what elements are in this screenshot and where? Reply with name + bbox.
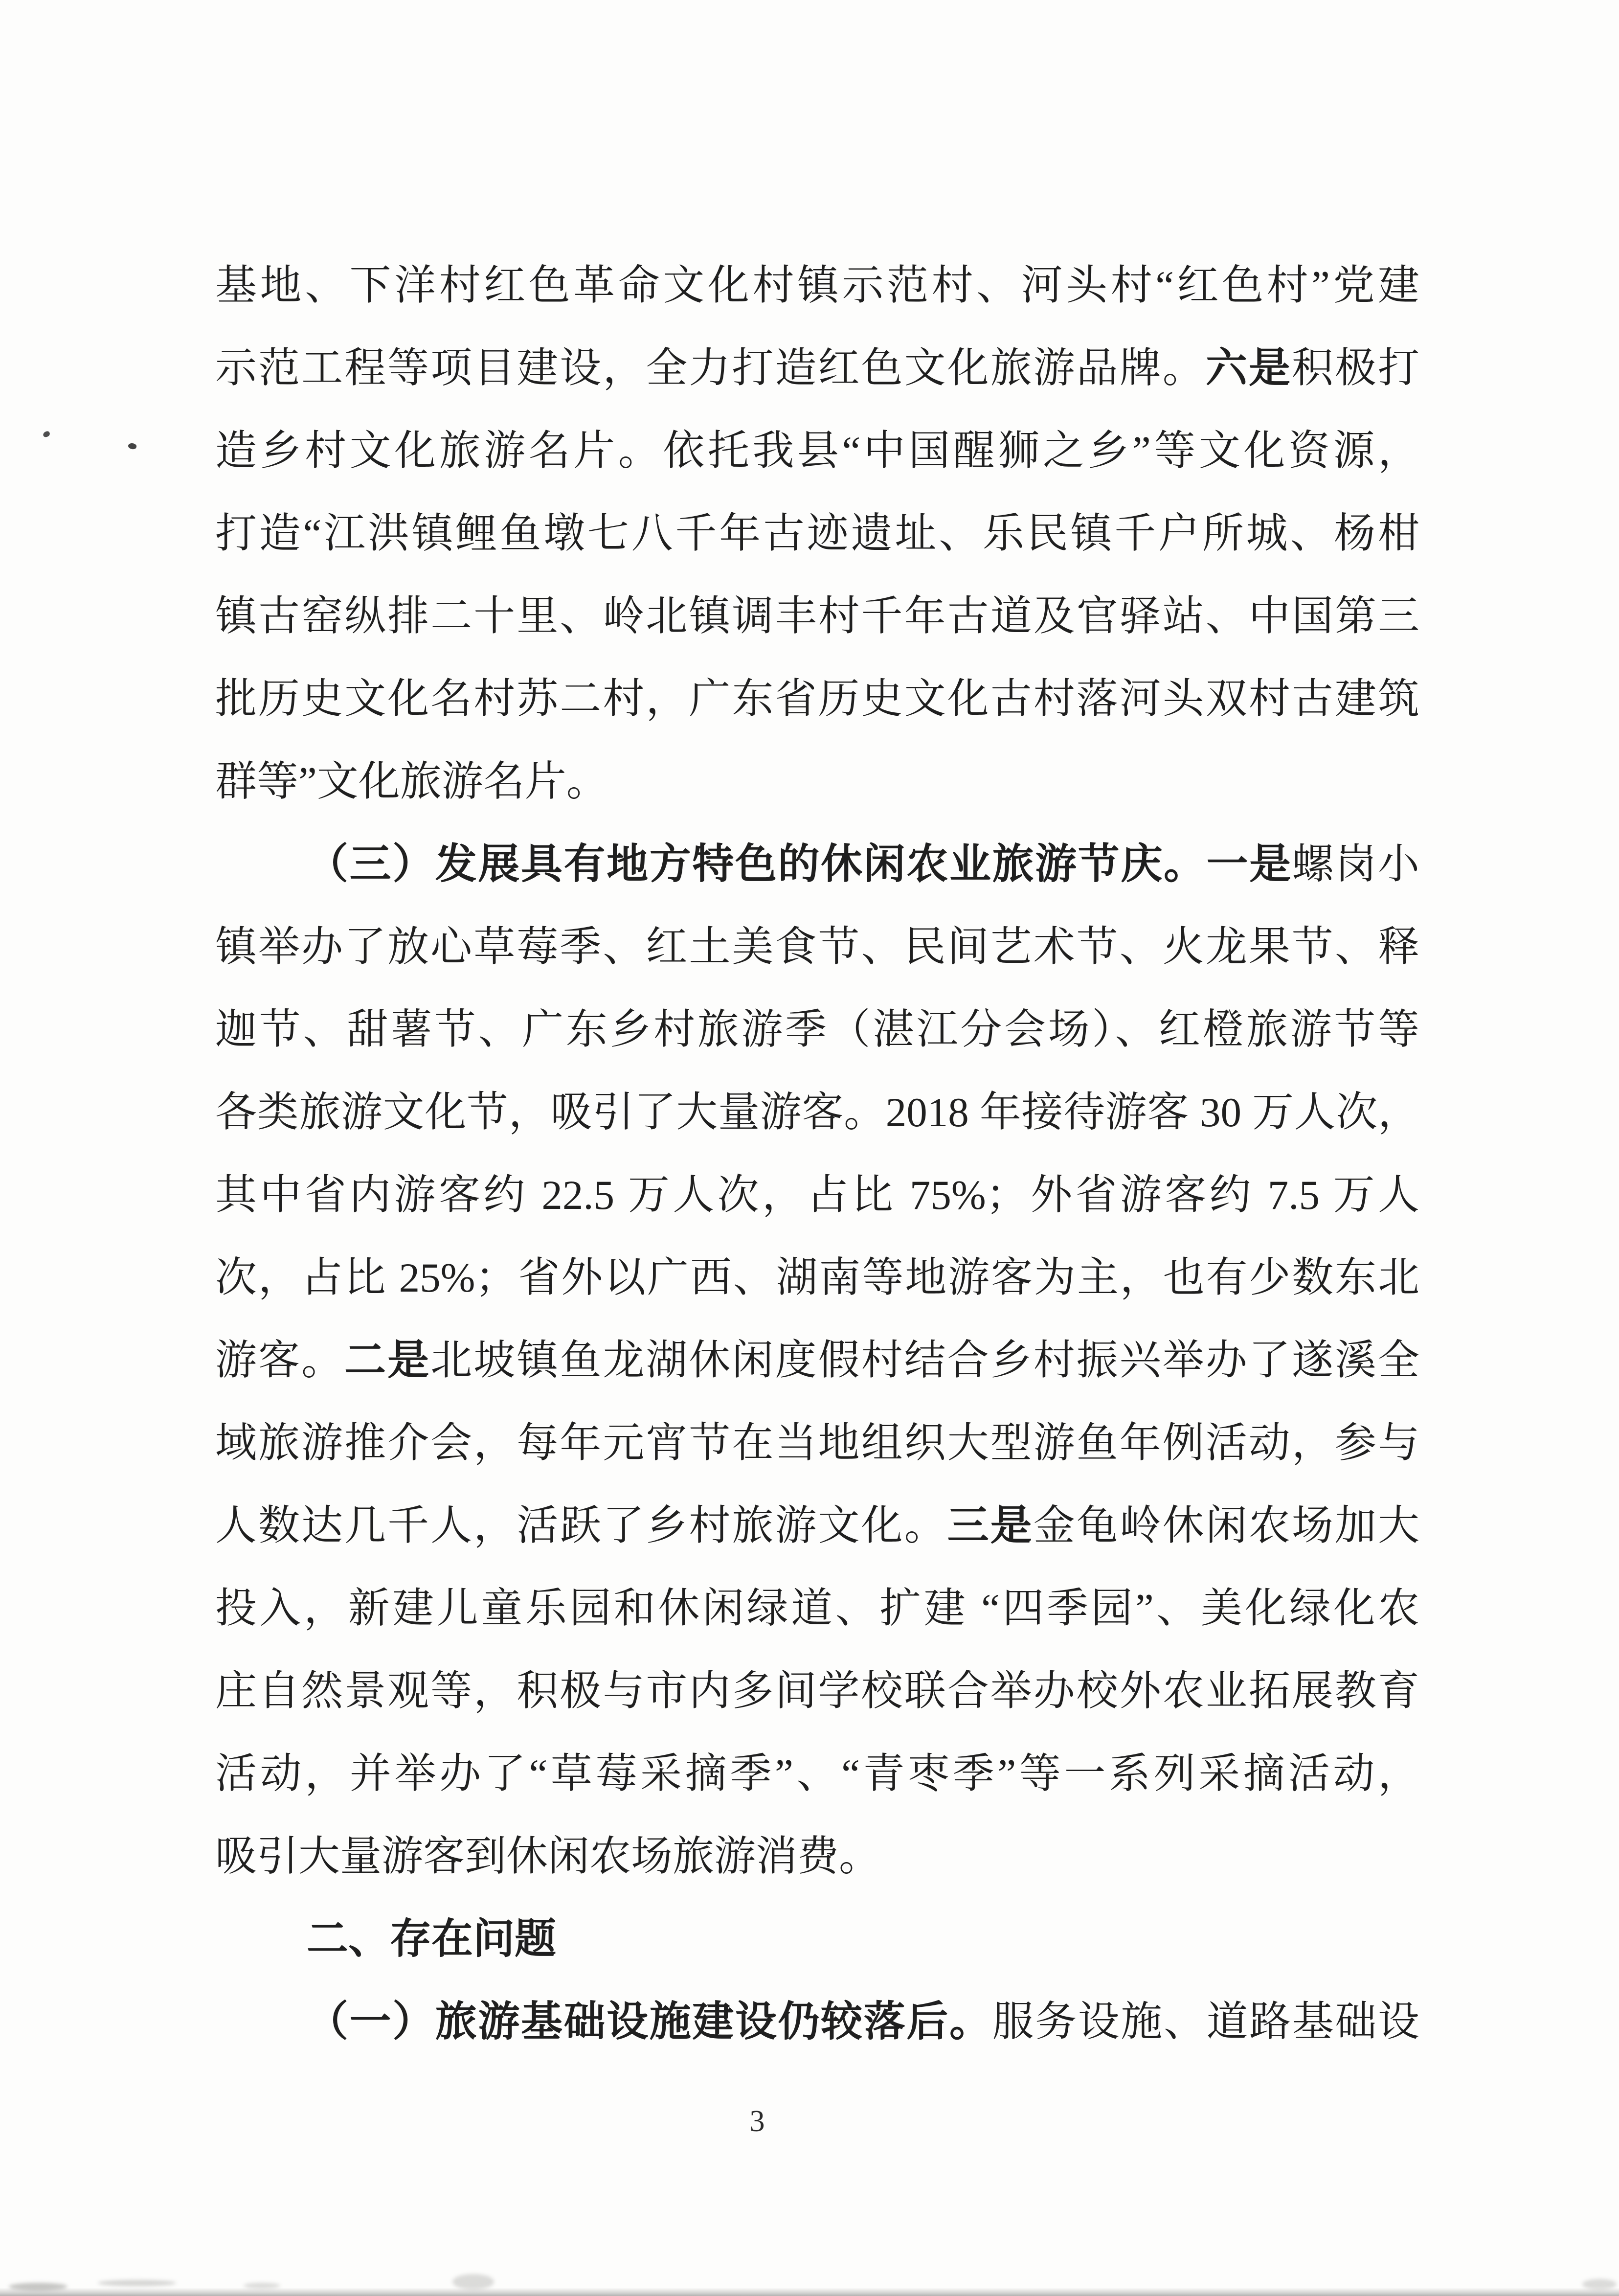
- text-line: [215, 741, 1419, 823]
- scan-speck: [128, 442, 137, 450]
- text-run: 批历史文化名村苏二村，广东省历史文化古村落河头双村古建筑: [215, 676, 1419, 722]
- para-section-three-festivals: [215, 823, 1419, 1898]
- bold-text-run: （一）旅游基础设施建设仍较落后。: [307, 1999, 992, 2045]
- text-run: 迦节、甜薯节、广东乡村旅游季（湛江分会场）、红橙旅游节等: [215, 1007, 1419, 1053]
- text-run: 活动，并举办了“草莓采摘季”、“青枣季”等一系列采摘活动，: [215, 1751, 1419, 1797]
- text-line: [215, 1485, 1419, 1568]
- scan-smudge: [244, 2283, 280, 2289]
- text-run: 螺岗小: [1292, 841, 1419, 887]
- text-run: 镇古窑纵排二十里、岭北镇调丰村千年古道及官驿站、中国第三: [215, 593, 1419, 639]
- text-run: 庄自然景观等，积极与市内多间学校联合举办校外农业拓展教育: [215, 1668, 1419, 1714]
- text-run: 各类旅游文化节，吸引了大量游客。2018 年接待游客 30 万人次，: [215, 1090, 1419, 1136]
- text-line: [215, 410, 1419, 493]
- text-run: 示范工程等项目建设，全力打造红色文化旅游品牌。: [215, 345, 1206, 391]
- scan-speck: [43, 431, 51, 438]
- bold-text-run: 六是: [1205, 345, 1292, 391]
- text-run: 服务设施、道路基础设: [992, 1999, 1419, 2045]
- text-run: 域旅游推介会，每年元宵节在当地组织大型游鱼年例活动，参与: [215, 1420, 1419, 1466]
- page-number: 3: [749, 2105, 765, 2138]
- text-run: 其中省内游客约 22.5 万人次，占比 75%；外省游客约 7.5 万人: [215, 1172, 1419, 1218]
- text-line: [215, 1816, 1419, 1898]
- text-line: [215, 1650, 1419, 1733]
- text-line: [215, 823, 1419, 906]
- text-line: [215, 1154, 1419, 1237]
- text-line: [215, 1071, 1419, 1154]
- text-run: 群等”文化旅游名片。: [215, 759, 608, 805]
- text-run: 投入，新建儿童乐园和休闲绿道、扩建 “四季园”、美化绿化农: [215, 1586, 1419, 1632]
- scan-edge-shadow: [0, 2288, 1619, 2296]
- bold-text-run: （三）发展具有地方特色的休闲农业旅游节庆。一是: [307, 841, 1292, 887]
- text-line: [215, 327, 1419, 410]
- text-line: [215, 1898, 1419, 1981]
- scan-smudge: [1582, 2279, 1617, 2290]
- text-run: 积极打: [1291, 345, 1419, 391]
- text-run: 镇举办了放心草莓季、红土美食节、民间艺术节、火龙果节、释: [215, 924, 1419, 970]
- text-run: 打造“江洪镇鲤鱼墩七八千年古迹遗址、乐民镇千户所城、杨柑: [215, 511, 1419, 557]
- text-line: [215, 245, 1419, 327]
- para-red-culture-continuation: [215, 245, 1419, 823]
- text-line: [215, 906, 1419, 989]
- text-line: [215, 575, 1419, 658]
- text-line: [215, 1237, 1419, 1319]
- heading-section-two-problems: [215, 1898, 1419, 1981]
- para-section-one-infrastructure: [215, 1981, 1419, 2064]
- text-run: 游客。: [215, 1338, 345, 1384]
- text-run: 次，占比 25%；省外以广西、湖南等地游客为主，也有少数东北: [215, 1255, 1419, 1301]
- scan-smudge: [98, 2280, 176, 2286]
- text-run: 吸引大量游客到休闲农场旅游消费。: [215, 1834, 881, 1880]
- text-line: [215, 1733, 1419, 1816]
- text-run: 基地、下洋村红色革命文化村镇示范村、河头村“红色村”党建: [215, 263, 1419, 309]
- text-run: 金龟岭休闲农场加大: [1033, 1503, 1419, 1549]
- bold-text-run: 二是: [344, 1338, 431, 1384]
- text-block: [215, 245, 1419, 2064]
- text-line: [215, 989, 1419, 1071]
- scan-smudge: [452, 2274, 494, 2290]
- text-line: [215, 1568, 1419, 1650]
- text-run: 人数达几千人，活跃了乡村旅游文化。: [215, 1503, 947, 1549]
- text-run: 造乡村文化旅游名片。依托我县“中国醒狮之乡”等文化资源，: [215, 428, 1419, 474]
- bold-text-run: 二、存在问题: [307, 1916, 557, 1962]
- text-line: [215, 1402, 1419, 1485]
- text-run: 北坡镇鱼龙湖休闲度假村结合乡村振兴举办了遂溪全: [430, 1338, 1419, 1384]
- text-line: [215, 1981, 1419, 2064]
- scan-smudge: [9, 2283, 67, 2291]
- bold-text-run: 三是: [947, 1503, 1034, 1549]
- text-line: [215, 493, 1419, 575]
- text-line: [215, 658, 1419, 741]
- text-line: [215, 1319, 1419, 1402]
